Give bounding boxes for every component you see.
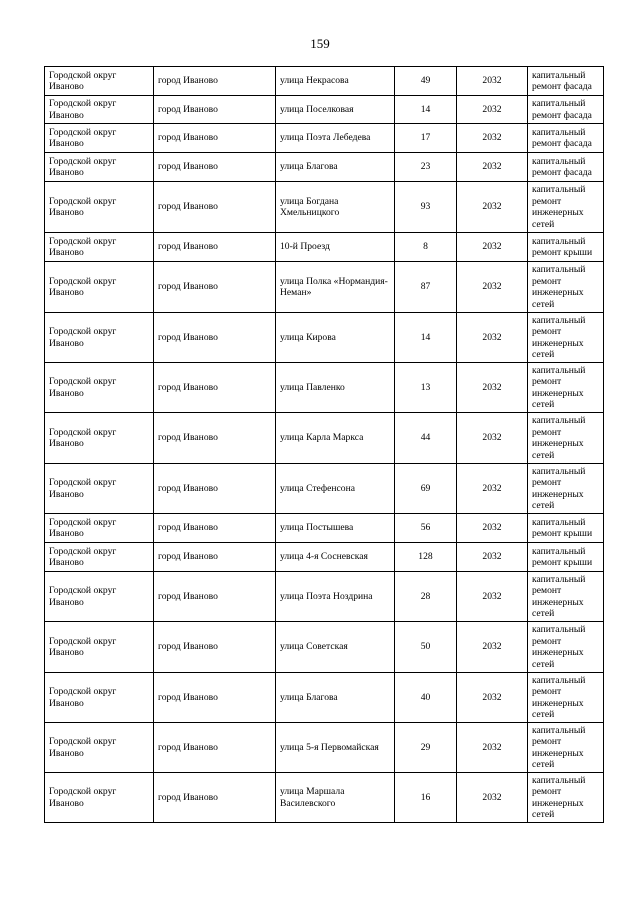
cell-house-number: 28 — [395, 572, 457, 622]
cell-city: город Иваново — [154, 464, 276, 514]
cell-work-type: капитальный ремонт инженерных сетей — [528, 723, 604, 773]
cell-city: город Иваново — [154, 773, 276, 823]
cell-work-type: капитальный ремонт инженерных сетей — [528, 313, 604, 363]
cell-street: улица Постышева — [276, 514, 395, 543]
cell-street: улица Полка «Нормандия-Неман» — [276, 262, 395, 313]
housing-repair-table — [44, 66, 604, 823]
table-row — [45, 673, 604, 723]
cell-house-number: 17 — [395, 124, 457, 153]
cell-district: Городской округ Иваново — [45, 233, 154, 262]
cell-district: Городской округ Иваново — [45, 363, 154, 413]
cell-house-number: 16 — [395, 773, 457, 823]
table-row — [45, 96, 604, 124]
cell-district: Городской округ Иваново — [45, 773, 154, 823]
cell-city: город Иваново — [154, 233, 276, 262]
page-number: 159 — [310, 36, 330, 51]
cell-house-number: 8 — [395, 233, 457, 262]
cell-work-type: капитальный ремонт крыши — [528, 543, 604, 572]
cell-house-number: 56 — [395, 514, 457, 543]
cell-house-number: 87 — [395, 262, 457, 313]
table-row — [45, 182, 604, 233]
cell-work-type: капитальный ремонт фасада — [528, 124, 604, 153]
cell-year: 2032 — [457, 67, 528, 96]
cell-district: Городской округ Иваново — [45, 622, 154, 673]
table-row — [45, 313, 604, 363]
cell-year: 2032 — [457, 233, 528, 262]
cell-city: город Иваново — [154, 153, 276, 182]
cell-house-number: 128 — [395, 543, 457, 572]
cell-street: улица Советская — [276, 622, 395, 673]
table-row — [45, 124, 604, 153]
cell-district: Городской округ Иваново — [45, 464, 154, 514]
cell-work-type: капитальный ремонт инженерных сетей — [528, 622, 604, 673]
cell-city: город Иваново — [154, 124, 276, 153]
cell-year: 2032 — [457, 464, 528, 514]
table-row — [45, 464, 604, 514]
cell-house-number: 29 — [395, 723, 457, 773]
cell-year: 2032 — [457, 723, 528, 773]
cell-street: улица Стефенсона — [276, 464, 395, 514]
cell-work-type: капитальный ремонт инженерных сетей — [528, 182, 604, 233]
cell-house-number: 50 — [395, 622, 457, 673]
cell-city: город Иваново — [154, 363, 276, 413]
table-row — [45, 572, 604, 622]
cell-district: Городской округ Иваново — [45, 723, 154, 773]
cell-house-number: 13 — [395, 363, 457, 413]
cell-district: Городской округ Иваново — [45, 543, 154, 572]
cell-year: 2032 — [457, 262, 528, 313]
table-row — [45, 622, 604, 673]
table-row — [45, 543, 604, 572]
cell-city: город Иваново — [154, 673, 276, 723]
cell-work-type: капитальный ремонт инженерных сетей — [528, 413, 604, 464]
cell-city: город Иваново — [154, 313, 276, 363]
cell-work-type: капитальный ремонт инженерных сетей — [528, 572, 604, 622]
cell-year: 2032 — [457, 413, 528, 464]
cell-street: улица 4-я Сосневская — [276, 543, 395, 572]
cell-year: 2032 — [457, 514, 528, 543]
table-row — [45, 233, 604, 262]
cell-street: улица Карла Маркса — [276, 413, 395, 464]
cell-house-number: 93 — [395, 182, 457, 233]
cell-work-type: капитальный ремонт крыши — [528, 233, 604, 262]
cell-work-type: капитальный ремонт инженерных сетей — [528, 673, 604, 723]
cell-district: Городской округ Иваново — [45, 673, 154, 723]
cell-district: Городской округ Иваново — [45, 514, 154, 543]
table-row — [45, 363, 604, 413]
cell-house-number: 14 — [395, 313, 457, 363]
cell-year: 2032 — [457, 543, 528, 572]
cell-city: город Иваново — [154, 413, 276, 464]
cell-year: 2032 — [457, 96, 528, 124]
cell-work-type: капитальный ремонт крыши — [528, 514, 604, 543]
cell-year: 2032 — [457, 622, 528, 673]
cell-street: улица Павленко — [276, 363, 395, 413]
cell-city: город Иваново — [154, 723, 276, 773]
cell-year: 2032 — [457, 363, 528, 413]
table-row — [45, 413, 604, 464]
cell-street: улица Благова — [276, 153, 395, 182]
cell-city: город Иваново — [154, 622, 276, 673]
cell-street: улица Кирова — [276, 313, 395, 363]
cell-city: город Иваново — [154, 514, 276, 543]
cell-year: 2032 — [457, 572, 528, 622]
cell-year: 2032 — [457, 773, 528, 823]
cell-house-number: 14 — [395, 96, 457, 124]
cell-year: 2032 — [457, 153, 528, 182]
cell-city: город Иваново — [154, 182, 276, 233]
table-row — [45, 67, 604, 96]
cell-house-number: 44 — [395, 413, 457, 464]
cell-work-type: капитальный ремонт инженерных сетей — [528, 363, 604, 413]
cell-city: город Иваново — [154, 67, 276, 96]
cell-city: город Иваново — [154, 262, 276, 313]
cell-work-type: капитальный ремонт инженерных сетей — [528, 464, 604, 514]
cell-street: улица Маршала Василевского — [276, 773, 395, 823]
cell-city: город Иваново — [154, 543, 276, 572]
cell-district: Городской округ Иваново — [45, 413, 154, 464]
table-row — [45, 723, 604, 773]
cell-city: город Иваново — [154, 96, 276, 124]
cell-work-type: капитальный ремонт фасада — [528, 153, 604, 182]
cell-year: 2032 — [457, 313, 528, 363]
cell-year: 2032 — [457, 124, 528, 153]
cell-district: Городской округ Иваново — [45, 262, 154, 313]
cell-house-number: 40 — [395, 673, 457, 723]
cell-work-type: капитальный ремонт фасада — [528, 67, 604, 96]
cell-year: 2032 — [457, 673, 528, 723]
table-row — [45, 153, 604, 182]
table-row — [45, 262, 604, 313]
cell-street: улица Поэта Ноздрина — [276, 572, 395, 622]
cell-district: Городской округ Иваново — [45, 67, 154, 96]
cell-street: улица 5-я Первомайская — [276, 723, 395, 773]
cell-work-type: капитальный ремонт фасада — [528, 96, 604, 124]
cell-house-number: 69 — [395, 464, 457, 514]
cell-year: 2032 — [457, 182, 528, 233]
cell-work-type: капитальный ремонт инженерных сетей — [528, 262, 604, 313]
cell-street: улица Благова — [276, 673, 395, 723]
cell-street: улица Богдана Хмельницкого — [276, 182, 395, 233]
table-row — [45, 514, 604, 543]
cell-house-number: 23 — [395, 153, 457, 182]
cell-street: 10-й Проезд — [276, 233, 395, 262]
cell-work-type: капитальный ремонт инженерных сетей — [528, 773, 604, 823]
table-row — [45, 773, 604, 823]
cell-district: Городской округ Иваново — [45, 572, 154, 622]
cell-street: улица Поэта Лебедева — [276, 124, 395, 153]
cell-street: улица Некрасова — [276, 67, 395, 96]
cell-district: Городской округ Иваново — [45, 153, 154, 182]
cell-district: Городской округ Иваново — [45, 313, 154, 363]
cell-district: Городской округ Иваново — [45, 182, 154, 233]
cell-house-number: 49 — [395, 67, 457, 96]
cell-district: Городской округ Иваново — [45, 96, 154, 124]
cell-district: Городской округ Иваново — [45, 124, 154, 153]
cell-street: улица Поселковая — [276, 96, 395, 124]
cell-city: город Иваново — [154, 572, 276, 622]
